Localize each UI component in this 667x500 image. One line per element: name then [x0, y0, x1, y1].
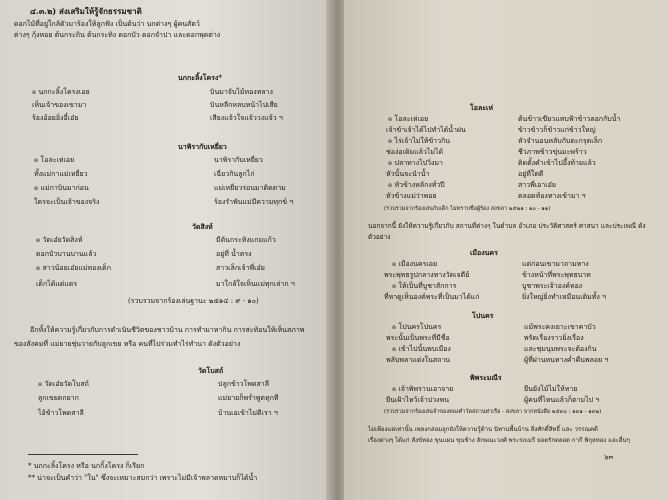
verse-line-left: ทั้งแม่กาแม่เหยี่ยว — [34, 170, 88, 178]
footnote: ** น่าจะเป็นคำว่า "ใน" ซึ่งจะเหมาะสมกว่า เพราะไม่มีเจ้าพลาดหมาบก็ได้น้ำ — [28, 474, 258, 482]
verse-line-left: ดอกบัวบานบานแล้ว — [36, 250, 97, 258]
verse-line-left: ๏ ให้เป็นที่บูชาสักการ — [392, 282, 457, 290]
verse-line-right: อยู่ที่ น้ำตรง — [216, 250, 252, 258]
closing-line: ไม่เพียงแต่เท่านั้น เพลงกล่อมลูกยังให้ความรู้ด้าน นิทานพื้นบ้าน สิ่งศักดิ์สิทธิ์ และ วรรณคดี — [368, 426, 598, 433]
verse-line-left: เห็นเจ้าของเขามา — [32, 101, 87, 109]
verse-line-right: นาพิรากับเหยี่ยว — [214, 156, 263, 164]
verse-line-left: ๏ วัดเอ๋ยวัดสิงห์ — [36, 236, 83, 244]
verse-line-right: ตลอดท้องทางเข้ามา ฯ — [518, 192, 586, 200]
verse-line-right: ต้นข้าวเขียวแทบฟ้าข้าวลอกกับน้ำ — [518, 115, 621, 123]
verse-line-right: ร้องรำพันแม่มีความทุกข์ ฯ — [214, 198, 294, 206]
verse-line-left: ๏ โปนครโปนคร — [392, 323, 442, 331]
verse-line-right: บูชาพระเจ้าองค์ทอง — [522, 282, 583, 290]
verse-line-right: บินมาจับไม้ทองหลาง — [210, 88, 273, 96]
verse-line-right: สาวพี่เอาเอ๋ย — [518, 181, 556, 189]
verse-line-left: เจ้าข้าเจ้าได้ไปทำได้น้ำฝน — [386, 126, 466, 134]
verse-line-left: ๏ วัดเอ๋ยวัดโบสถ์ — [38, 380, 89, 388]
verse-line-right: ผู้ที่ผ่านหนทางค่ำคืนพลอย ฯ — [524, 356, 609, 364]
verse-line-right: ข้าวข้าวก็ข้าวแก่ข้าวใหญ่ — [518, 126, 596, 134]
verse-line-right: แม้พระคงเยาะเขาคาบัว — [524, 323, 596, 331]
source-citation: (รวบรวมจากร้องเล่นจำของทองคำวัดสถานท่าเรือ - สงขลา จากหนังสือ ๒๕๓๐ : ๑๓๑ - ๑๓๒) — [384, 409, 602, 415]
intro-line: ต่างๆ กุ้งหอย ต้นกระถิน ต้นกระทิง ดอกบัว ดอกจำปา และดอกพุดต่าง — [14, 31, 221, 39]
verse-line-left: พระพุทธรูปกลางทางวัดเจดีย์ — [384, 271, 470, 279]
verse-line-right: หัวจำนอนหลับกับตะกรุดเล็ก — [518, 137, 603, 145]
verse-line-left: ลูกเขยตกยาก — [38, 394, 79, 402]
verse-title: โอละเห่ — [470, 103, 494, 112]
verse-line-left: ๏ ปลาทางไปวิ่งมา — [388, 159, 443, 167]
verse-title: เมืองนคร — [470, 248, 498, 257]
verse-line-right: ชีวภาพข้าวขุ่นมะพร้าว — [518, 148, 587, 156]
verse-line-left: ร้องอ้อยอิ่งอี๋เอ๋ย — [32, 114, 79, 122]
verse-line-left: ใครจะเป็นเจ้าของจริง — [34, 198, 100, 206]
verse-line-right: ผู้คนที่ไหนแล้วก็ตามไป ฯ — [524, 396, 600, 404]
verse-line-left: ไอ้ข้าวโพดสาลี — [38, 409, 84, 417]
verse-line-left: ที่หาดูเห็นองค์พระที่เป็นมาได้แก่ — [384, 293, 480, 301]
verse-line-right: และชุมนุมพระจะต้องกิน — [524, 345, 597, 353]
intro-line: ดอกไม้ที่อยู่ใกล้ตัวมาร้องให้ลูกฟัง เป็นต้นว่า นกต่างๆ ผู้คนสัตว์ — [14, 20, 200, 28]
verse-line-left: พระนั้นเป็นพระที่มีชื่อ — [386, 334, 450, 342]
verse-line-left: ยืนเฝ้าไหว้เจ้าปวงพน — [386, 396, 449, 404]
verse-line-right: ปลูกข้าวโพดสาลี — [218, 380, 270, 388]
section-heading: ๔.๓.๒) ส่งเสริมให้รู้จักธรรมชาติ — [30, 6, 142, 16]
verse-title: วัดสิงห์ — [192, 222, 213, 231]
verse-line-left: ๏ เจ้าพิพรานเอาจาย — [392, 385, 454, 393]
verse-line-left: พลับพลาแต่งในสถาน — [386, 356, 451, 364]
verse-title: พิพระมณีร — [470, 373, 502, 382]
verse-line-right: เฉี่ยวกินลูกไก่ — [214, 170, 255, 178]
verse-line-left: ๏ สาวน้อยเอ๋ยแม่ทองเด็ก — [36, 264, 111, 272]
verse-title: วัดโบสถ์ — [198, 366, 224, 375]
verse-line-left: เด็กได้แต่แตร — [36, 280, 78, 288]
verse-line-left: ๏ เข้าไปนั้นพบเมือง — [392, 345, 451, 353]
verse-line-left: ๏ นกกะลิ้งโครงเอย — [32, 88, 90, 96]
source-citation: (รวบรวมจากร้องเล่นฐานะ ๒๕๑๔ : ๙ - ๑๐) — [128, 297, 259, 305]
verse-line-right: บ้านเอเข้าไม่ดีเรา ฯ — [218, 409, 278, 417]
closing-line: เรื่องต่างๆ ได้แก่ สังข์ทอง ขุนแผน ขุนช้าง ลักษณะวงศ์ พระรถเมรี ยอดรักตลอด กากี พิกุลทอง และอื่นๆ — [368, 437, 630, 444]
verse-line-right: อยู่ที่ใดดี — [518, 170, 544, 178]
verse-line-right: แม่เหยี่ยวร่อนมาติดตาม — [214, 184, 286, 192]
verse-line-left: หัวนั้นจะนำน้ำ — [386, 170, 430, 178]
verse-line-left: ๏ โอละเห่เอย — [34, 156, 75, 164]
verse-line-left: ๏ ไร่เจ้าไม่ให้ข้าวกิน — [388, 137, 451, 145]
paragraph-line: อีกทั้งให้ความรู้เกี่ยวกับการดำเนินชีวิตของชาวบ้าน การทำมาหากิน การสะท้อนให้เห็นสภาพ — [30, 326, 305, 334]
verse-line-right: มีต้นกระทิงแกมแก้ว — [216, 236, 276, 244]
verse-line-right: เสียงแจ้วใจแจ้ววงแจ้ว ฯ — [210, 114, 283, 122]
verse-title: โปนคร — [472, 311, 494, 320]
verse-title: นาพิรากับเหยี่ยว — [178, 142, 227, 151]
verse-line-right: ยืนยังไม้ไม่ให้หาย — [524, 385, 578, 393]
verse-line-left: หัวข้างแม่ว่าพอย — [386, 192, 437, 200]
source-citation: (รวบรวมจากร้องเล่นกับเด็ก ไม่ทราบชื่อผู้ร้อง สงขลา ๒๕๒๑ : ๑๐ - ๑๑) — [384, 206, 551, 212]
verse-line-left: ๏ โอละเห่เอย — [388, 115, 429, 123]
verse-line-right: พรัดเรื่องราวยิ่งเรื่อง — [524, 334, 584, 342]
paragraph-line: ตัวอย่าง — [368, 233, 391, 241]
verse-line-right: บินหลีกหลบหน้าไปเสีย — [210, 101, 278, 109]
verse-line-right: แม่ยายก็พร่ำพูดทุกที — [218, 394, 279, 402]
verse-line-right: สาวเล็กเจ้าพี่เอ๋ย — [216, 264, 265, 272]
footnote: * นกกะลิ้งโครง หรือ นกกิ้งโครง ก็เรียก — [28, 462, 145, 470]
verse-line-left: ๏ หัวข้างหลักงทั่วปี — [388, 181, 445, 189]
paragraph-line: นอกจากนี้ ยังให้ความรู้เกี่ยวกับ สถานที่ต่างๆ ในตำบล อำเภอ ประวัติศาสตร์ ศาสนา และประเพณี ดัง — [368, 222, 646, 230]
verse-line-right: ติดตั้งคำเข้าไปอึ้งท้ายแล้ว — [518, 159, 596, 167]
verse-line-right: ข้างหน้าที่พระพุทธบาท — [522, 271, 591, 279]
paragraph-line: ของสังคมที่ แม่ยายชุ่นวายกับลูกเขย หรือ คนที่ไปร่วมทำไร่ทำนา ดังตัวอย่าง — [14, 340, 241, 348]
footnote-divider — [28, 454, 138, 455]
verse-line-right: แต่ก่อนเขามาถามทาง — [522, 260, 589, 268]
verse-line-left: ช่อง่อเดิมแล้วไม่ได้ — [386, 148, 444, 156]
verse-line-right: มาใกล้ใจเห็นแม่ทุกเล่าก ฯ — [216, 280, 295, 288]
page-number: ๖๓ — [604, 453, 614, 461]
verse-line-left: ๏ แม่กาบินมาก่อน — [34, 184, 89, 192]
verse-title: นกกะลิ้งโครง* — [178, 73, 223, 82]
verse-line-left: ๏ เมืองนครเอย — [392, 260, 438, 268]
verse-line-right: ยิ่งใหญ่ยิ่งทำเหมือนเดิมทั้ง ฯ — [522, 293, 606, 301]
